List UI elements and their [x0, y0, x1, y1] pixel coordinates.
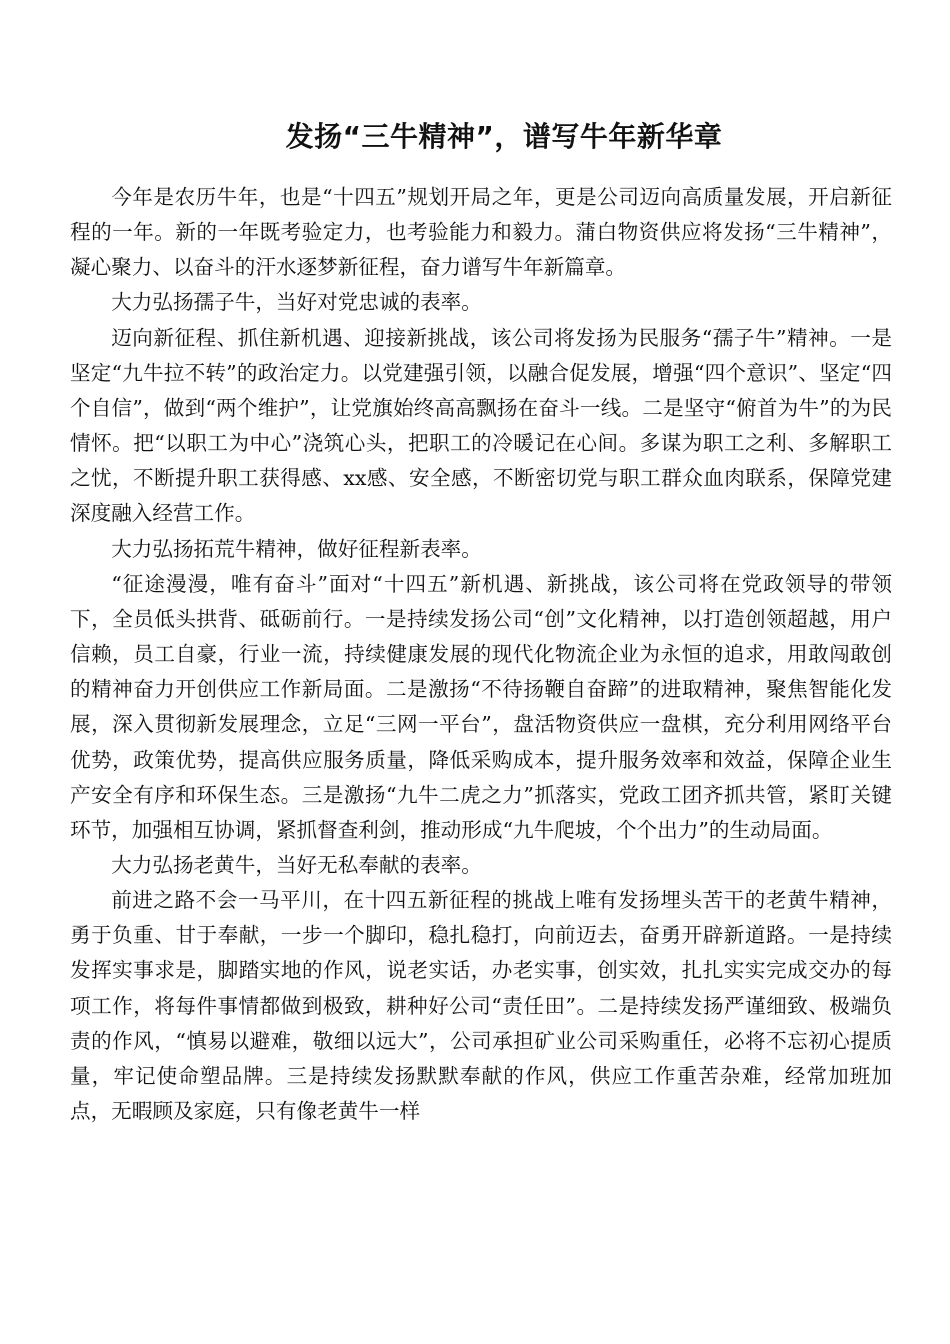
section-heading-tuohuang-niu: 大力弘扬拓荒牛精神，做好征程新表率。 [111, 536, 482, 561]
paragraph-intro: 今年是农历牛年，也是“十四五”规划开局之年，更是公司迈向高质量发展，开启新征程的一年。新的一年既考验定力，也考验能力和毅力。蒲白物资供应将发扬“三牛精神”，凝心聚力、以奋斗的汗水逐梦新征程，奋力谱写牛年新篇章。 [70, 185, 892, 280]
section-heading-laohuang-niu: 大力弘扬老黄牛，当好无私奉献的表率。 [111, 852, 482, 877]
paragraph-ruzi-niu: 迈向新征程、抓住新机遇、迎接新挑战，该公司将发扬为民服务“孺子牛”精神。一是坚定“九牛拉不转”的政治定力。以党建强引领，以融合促发展，增强“四个意识”、坚定“四个自信”，做到“两个维护”，让党旗始终高高飘扬在奋斗一线。二是坚守“俯首为牛”的为民情怀。把“以职工为中心”浇筑心头，把职工的冷暖记在心间。多谋为职工之利、多解职工之忧，不断提升职工获得感、xx感、安全感，不断密切党与职工群众血肉联系，保障党建深度融入经营工作。 [70, 325, 892, 526]
document-title: 发扬“三牛精神”，谱写牛年新华章 [285, 119, 723, 153]
paragraph-tuohuang-niu: “征途漫漫，唯有奋斗”面对“十四五”新机遇、新挑战，该公司将在党政领导的带领下，全员低头拱背、砥砺前行。一是持续发扬公司“创”文化精神，以打造创领超越，用户信赖，员工自豪，行业一流，持续健康发展的现代化物流企业为永恒的追求，用敢闯敢创的精神奋力开创供应工作新局面。二是激扬“不待扬鞭自奋蹄”的进取精神，聚焦智能化发展，深入贯彻新发展理念，立足“三网一平台”，盘活物资供应一盘棋，充分利用网络平台优势，政策优势，提高供应服务质量，降低采购成本，提升服务效率和效益，保障企业生产安全有序和环保生态。三是激扬“九牛二虎之力”抓落实，党政工团齐抓共管，紧盯关键环节，加强相互协调，紧抓督查利剑，推动形成“九牛爬坡，个个出力”的生动局面。 [70, 571, 892, 842]
document-body [70, 180, 892, 1129]
section-heading-ruzi-niu: 大力弘扬孺子牛，当好对党忠诚的表率。 [111, 290, 482, 315]
paragraph-laohuang-niu: 前进之路不会一马平川，在十四五新征程的挑战上唯有发扬埋头苦干的老黄牛精神，勇于负重、甘于奉献，一步一个脚印，稳扎稳打，向前迈去，奋勇开辟新道路。一是持续发挥实事求是，脚踏实地的作风，说老实话，办老实事，创实效，扎扎实实完成交办的每项工作，将每件事情都做到极致，耕种好公司“责任田”。二是持续发扬严谨细致、极端负责的作风，“慎易以避难，敬细以远大”，公司承担矿业公司采购重任，必将不忘初心提质量，牢记使命塑品牌。三是持续发扬默默奉献的作风，供应工作重苦杂难，经常加班加点，无暇顾及家庭，只有像老黄牛一样 [70, 888, 892, 1124]
